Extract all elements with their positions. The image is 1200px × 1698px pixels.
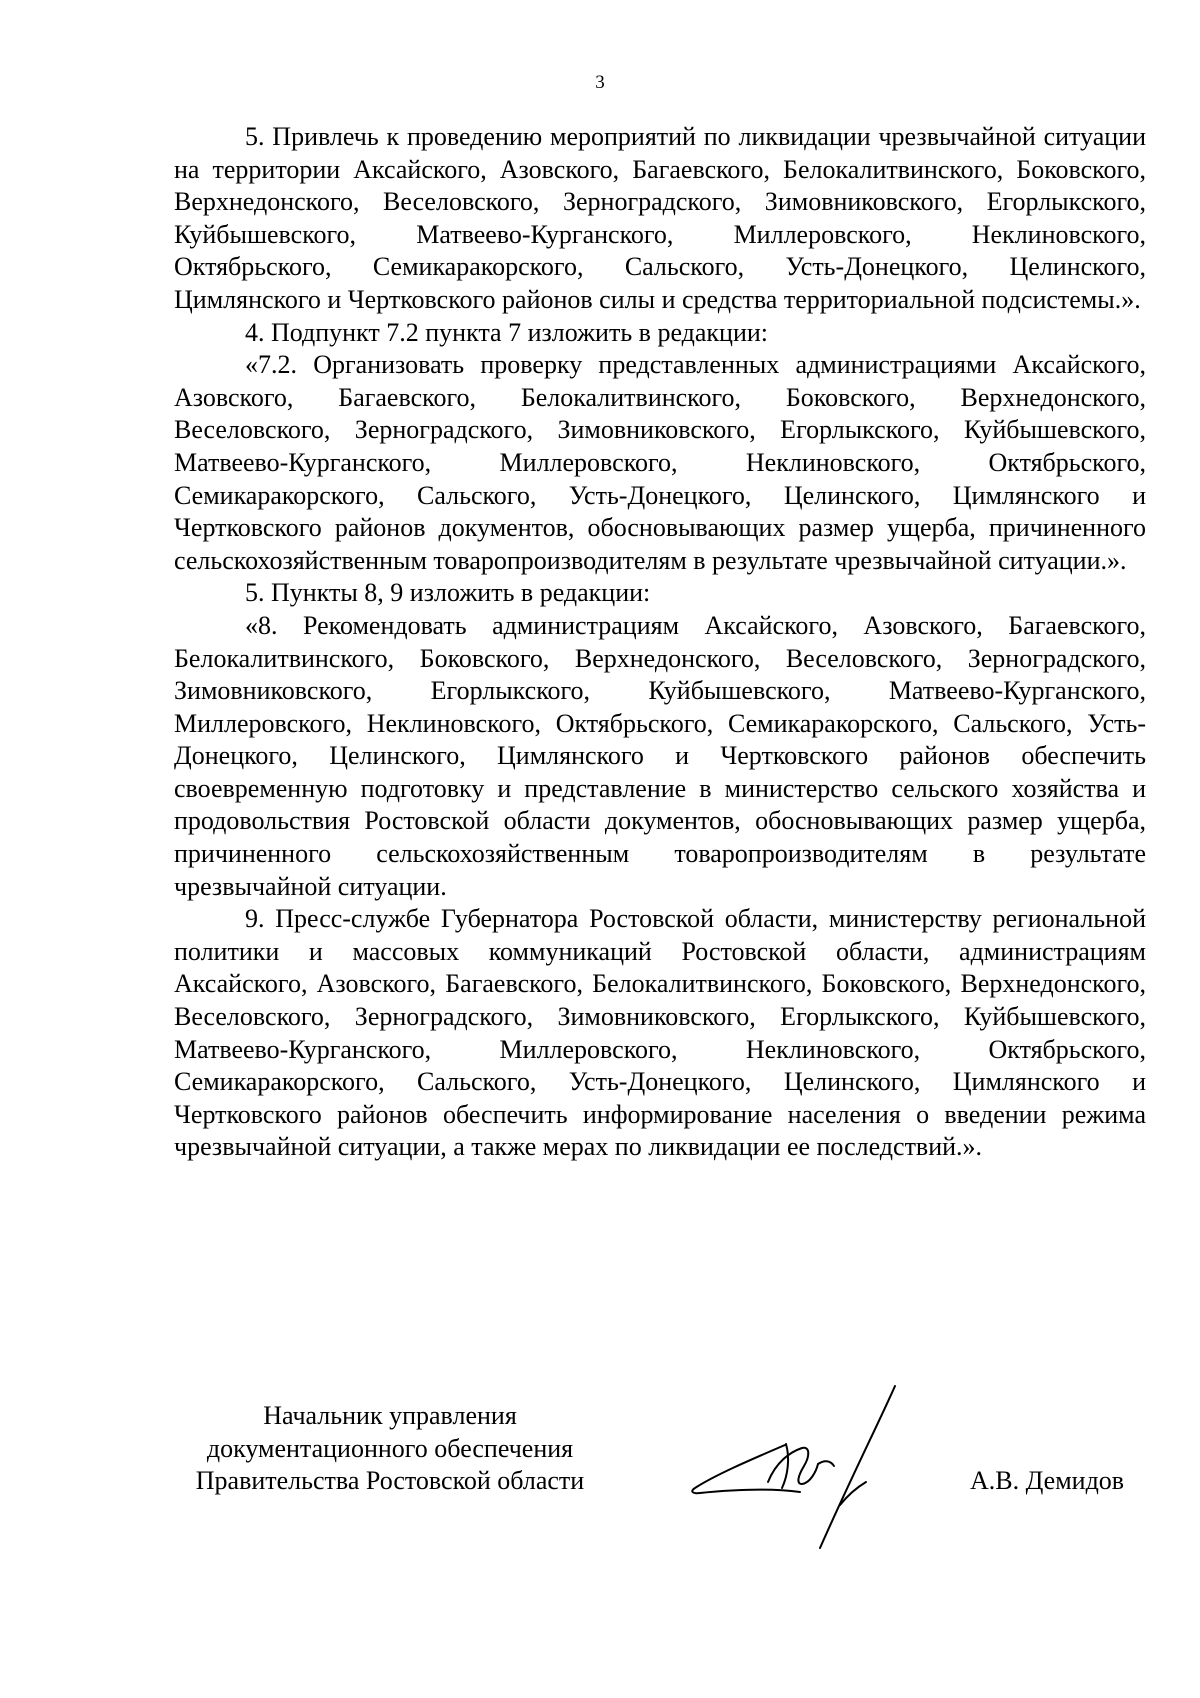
document-body: [174, 121, 1146, 1164]
paragraph-item-5-forces: 5. Привлечь к проведению мероприятий по ликвидации чрезвычайной ситуации на территории Аксайского, Азовского, Багаевского, Белокалитвинского, Боковского, Верхнедонского, Веселовского, Зерноградского, Зимовниковского, Егорлыкского, Куйбышевского, Матвеево-Курганского, Миллеровского, Неклиновского, Октябрьского, Семикаракорского, Сальского, Усть-Донецкого, Целинского, Цимлянского и Чертковского районов силы и средства территориальной подсистемы.».: [174, 122, 1146, 314]
signatory-name: А.В. Демидов: [970, 1466, 1125, 1495]
paragraph-item-8: «8. Рекомендовать администрациям Аксайского, Азовского, Багаевского, Белокалитвинского, Боковского, Верхнедонского, Веселовского, Зерноградского, Зимовниковского, Егорлыкского, Куйбышевского, Матвеево-Курганского, Миллеровского, Неклиновского, Октябрьского, Семикаракорского, Сальского, Усть-Донецкого, Целинского, Цимлянского и Чертковского районов обеспечить своевременную подготовку и представление в министерство сельского хозяйства и продовольствия Ростовской области документов, обосновывающих размер ущерба, причиненного сельскохозяйственным товаропроизводителям в результате чрезвычайной ситуации.: [174, 610, 1146, 901]
signatory-position-line: Правительства Ростовской области: [195, 1466, 585, 1496]
paragraph-item-4-heading: 4. Подпункт 7.2 пункта 7 изложить в редакции:: [245, 317, 769, 347]
signatory-position-line: документационного обеспечения: [206, 1433, 574, 1463]
page-number: 3: [595, 72, 605, 93]
signatory-position-line: Начальник управления: [263, 1401, 517, 1430]
paragraph-item-9: 9. Пресс-службе Губернатора Ростовской области, министерству региональной политики и массовых коммуникаций Ростовской области, администрациям Аксайского, Азовского, Багаевского, Белокалитвинского, Боковского, Верхнедонского, Веселовского, Зерноградского, Зимовниковского, Егорлыкского, Куйбышевского, Матвеево-Курганского, Миллеровского, Неклиновского, Октябрьского, Семикаракорского, Сальского, Усть-Донецкого, Целинского, Цимлянского и Чертковского районов обеспечить информирование населения о введении режима чрезвычайной ситуации, а также мерах по ликвидации ее последствий.».: [174, 904, 1146, 1162]
paragraph-item-7-2: «7.2. Организовать проверку представленных администрациями Аксайского, Азовского, Багаевского, Белокалитвинского, Боковского, Верхнедонского, Веселовского, Зерноградского, Зимовниковского, Егорлыкского, Куйбышевского, Матвеево-Курганского, Миллеровского, Неклиновского, Октябрьского, Семикаракорского, Сальского, Усть-Донецкого, Целинского, Цимлянского и Чертковского районов документов, обосновывающих размер ущерба, причиненного сельскохозяйственным товаропроизводителям в результате чрезвычайной ситуации.».: [174, 350, 1146, 575]
handwritten-signature-icon: [690, 1380, 950, 1560]
signatory-position: [170, 1400, 610, 1498]
paragraph-item-5-heading: 5. Пункты 8, 9 изложить в редакции:: [245, 578, 651, 608]
